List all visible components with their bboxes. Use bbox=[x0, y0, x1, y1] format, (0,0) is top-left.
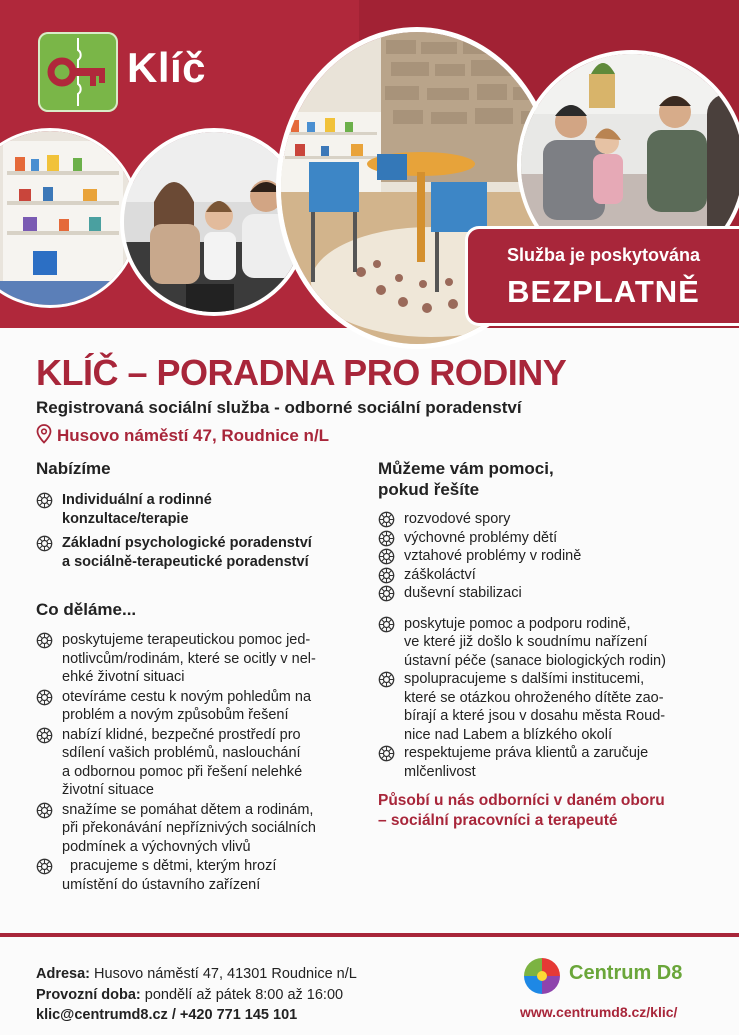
address-value: Husovo náměstí 47, 41301 Roudnice n/L bbox=[90, 966, 357, 982]
list-item-text: rozvodové spory bbox=[404, 511, 511, 527]
list-item bbox=[36, 726, 356, 800]
list-item-line: ústavní péče (sanace biologických rodin) bbox=[404, 652, 666, 669]
list-item bbox=[378, 529, 718, 548]
lifebuoy-bullet-icon bbox=[378, 585, 395, 602]
lifebuoy-bullet-icon bbox=[378, 745, 395, 762]
footer-contacts bbox=[36, 964, 357, 1026]
hours-value: pondělí až pátek 8:00 až 16:00 bbox=[140, 986, 344, 1003]
list-item bbox=[36, 534, 356, 571]
list-item-text: vztahové problémy v rodině bbox=[404, 548, 582, 564]
list-item-line: životní situace bbox=[62, 782, 154, 798]
list-item-line: poskytuje pomoc a podporu rodině, bbox=[404, 615, 631, 632]
list-item-line: ve které již došlo k soudnímu nařízení bbox=[404, 634, 648, 650]
list-item-line: sdílení vašich problémů, naslouchání bbox=[62, 745, 301, 761]
list-item bbox=[378, 547, 718, 566]
help-title-line: pokud řešíte bbox=[378, 480, 480, 499]
page-title: KLÍČ – PORADNA PRO RODINY bbox=[36, 352, 567, 393]
list-item-line: snažíme se pomáhat dětem a rodinám, bbox=[62, 801, 314, 818]
list-item bbox=[36, 857, 356, 894]
list-item-line: pracujeme s dětmi, kterým hrozí bbox=[62, 858, 277, 874]
phone-number[interactable]: +420 771 145 101 bbox=[179, 1007, 298, 1023]
list-item-text: duševní stabilizaci bbox=[404, 585, 522, 601]
list-item-line: respektujeme práva klientů a zaručuje bbox=[404, 745, 649, 761]
list-item bbox=[36, 491, 356, 528]
experts-line: – sociální pracovníci a terapeuté bbox=[378, 812, 618, 829]
email-link[interactable]: klic@centrumd8.cz bbox=[36, 1007, 168, 1023]
what-we-do-title: Co děláme... bbox=[36, 600, 137, 619]
lifebuoy-bullet-icon bbox=[36, 492, 53, 509]
lifebuoy-bullet-icon bbox=[378, 548, 395, 565]
lifebuoy-bullet-icon bbox=[36, 858, 53, 875]
list-item-line: otevíráme cestu k novým pohledům na bbox=[62, 688, 312, 705]
list-item-line: při překonávání nepříznivých sociálních bbox=[62, 820, 316, 836]
help-title bbox=[378, 458, 718, 500]
footer-address bbox=[36, 964, 357, 985]
hours-label: Provozní doba: bbox=[36, 986, 141, 1003]
centrum-d8-url[interactable]: www.centrumd8.cz/klic/ bbox=[520, 1004, 678, 1020]
list-item-line: a sociálně-terapeutické poradenství bbox=[62, 553, 309, 570]
list-item-line: podmínek a výchovných vlivů bbox=[62, 838, 251, 855]
list-item-line: umístění do ústavního zařízení bbox=[62, 876, 261, 893]
problems-list bbox=[378, 510, 718, 603]
lifebuoy-bullet-icon bbox=[378, 530, 395, 547]
list-item bbox=[36, 801, 356, 857]
location-text: Husovo náměstí 47, Roudnice n/L bbox=[57, 426, 330, 445]
left-column bbox=[36, 458, 356, 895]
lifebuoy-bullet-icon bbox=[378, 511, 395, 528]
list-item-line: konzultace/terapie bbox=[62, 510, 189, 527]
list-item-line: problém a novým způsobům řešení bbox=[62, 707, 289, 723]
lifebuoy-bullet-icon bbox=[378, 616, 395, 633]
list-item-line: notlivcům/rodinám, které se ocitly v nel- bbox=[62, 650, 316, 667]
contact-separator: / bbox=[167, 1007, 180, 1023]
list-item-line: které se otázkou ohroženého dítěte zao- bbox=[404, 689, 664, 706]
lifebuoy-bullet-icon bbox=[36, 632, 53, 649]
list-item-line: Základní psychologické poradenství bbox=[62, 535, 312, 551]
logo-wordmark: Klíč bbox=[127, 44, 207, 91]
experts-note bbox=[378, 791, 718, 831]
list-item-line: bírají a které jsou v dosahu města Roud- bbox=[404, 708, 666, 724]
list-item bbox=[378, 615, 718, 671]
what-we-do-list bbox=[36, 631, 356, 894]
help-title-line: Můžeme vám pomoci, bbox=[378, 459, 554, 478]
list-item bbox=[378, 566, 718, 585]
lifebuoy-bullet-icon bbox=[378, 671, 395, 688]
location-pin-icon bbox=[36, 424, 52, 449]
lifebuoy-bullet-icon bbox=[36, 689, 53, 706]
list-item bbox=[378, 510, 718, 529]
right-column bbox=[378, 458, 718, 831]
badge-line1: Služba je poskytována bbox=[506, 245, 701, 265]
badge-line2: BEZPLATNĚ bbox=[507, 274, 700, 309]
list-item-line: a odbornou pomoc při řešení nelehké bbox=[62, 763, 303, 780]
list-item-text: výchovné problémy dětí bbox=[404, 529, 558, 546]
list-item-line: nabízí klidné, bezpečné prostředí pro bbox=[62, 726, 301, 743]
services-list bbox=[378, 615, 718, 782]
experts-line: Působí u nás odborníci v daném oboru bbox=[378, 792, 665, 809]
footer-contact bbox=[36, 1005, 357, 1026]
list-item-text: záškoláctví bbox=[404, 566, 476, 583]
centrum-d8-logo-icon bbox=[523, 957, 561, 995]
page-subtitle: Registrovaná sociální služba - odborné sociální poradenství bbox=[36, 398, 522, 417]
centrum-d8-name: Centrum D8 bbox=[569, 962, 683, 984]
footer-hours bbox=[36, 985, 357, 1006]
list-item bbox=[378, 584, 718, 603]
lifebuoy-bullet-icon bbox=[378, 567, 395, 584]
list-item bbox=[378, 670, 718, 744]
key-logo-icon bbox=[38, 32, 118, 112]
list-item bbox=[36, 631, 356, 687]
offer-title: Nabízíme bbox=[36, 459, 111, 478]
list-item-line: nice nad Labem a blízkého okolí bbox=[404, 726, 612, 743]
list-item bbox=[36, 688, 356, 725]
list-item-line: ehké životní situaci bbox=[62, 669, 185, 685]
list-item-line: Individuální a rodinné bbox=[62, 492, 212, 508]
list-item-line: mlčenlivost bbox=[404, 763, 476, 780]
free-service-badge bbox=[465, 226, 739, 326]
list-item-line: spolupracujeme s dalšími institucemi, bbox=[404, 671, 645, 687]
list-item bbox=[378, 744, 718, 781]
address-label: Adresa: bbox=[36, 966, 90, 982]
offer-list bbox=[36, 491, 356, 571]
lifebuoy-bullet-icon bbox=[36, 727, 53, 744]
footer-divider bbox=[0, 933, 739, 937]
lifebuoy-bullet-icon bbox=[36, 535, 53, 552]
location-line bbox=[36, 424, 329, 449]
list-item-line: poskytujeme terapeutickou pomoc jed- bbox=[62, 632, 311, 648]
lifebuoy-bullet-icon bbox=[36, 802, 53, 819]
